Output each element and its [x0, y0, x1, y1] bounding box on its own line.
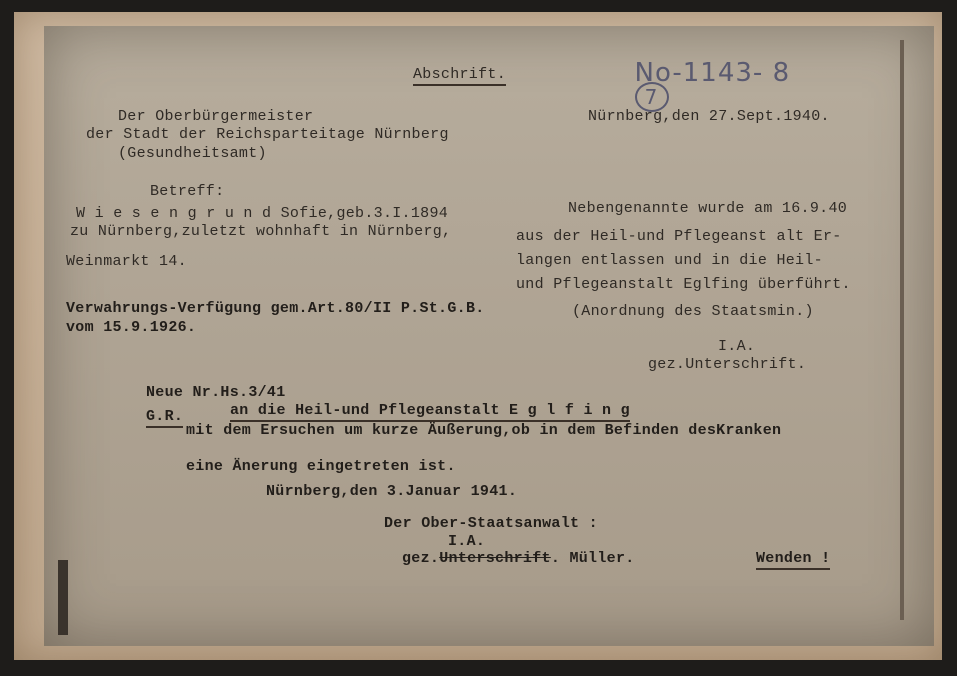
prosecutor-office: Der Ober-Staatsanwalt :: [384, 515, 598, 532]
signature-struck-word: Unterschrift: [439, 550, 551, 567]
sender-line-3: (Gesundheitsamt): [118, 145, 267, 162]
notice-line-1: Nebengenannte wurde am 16.9.40: [568, 200, 848, 217]
forward-place-date: Nürnberg,den 3.Januar 1941.: [266, 483, 518, 500]
new-file-number: Neue Nr.Hs.3/41: [146, 384, 286, 401]
archive-stamp-text: No-1143- 8: [634, 58, 791, 88]
forward-recipient: an die Heil-und Pflegeanstalt E g l f i n g: [230, 402, 630, 422]
signature-name: . Müller.: [550, 550, 635, 567]
notice-line-4: und Pflegeanstalt Eglfing überführt.: [516, 276, 851, 293]
forward-sign-ia: I.A.: [448, 533, 486, 550]
copy-edge-shadow: [900, 40, 904, 620]
order-line-1: Verwahrungs-Verfügung gem.Art.80/II P.St.G.B.: [66, 300, 485, 317]
forward-body-line-1: mit dem Ersuchen um kurze Äußerung,ob in dem Befinden desKranken: [186, 422, 782, 439]
archive-stamp-number: [616, 48, 790, 112]
sender-line-1: Der Oberbürgermeister: [118, 108, 314, 125]
gr-abbreviation: G.R.: [146, 408, 183, 428]
order-line-2: vom 15.9.1926.: [66, 319, 197, 336]
subject-line-3: Weinmarkt 14.: [66, 253, 187, 270]
notice-line-3: langen entlassen und in die Heil-: [516, 252, 823, 269]
notice-sign-name: gez.Unterschrift.: [648, 356, 807, 373]
margin-mark: [58, 560, 68, 635]
subject-line-2: zu Nürnberg,zuletzt wohnhaft in Nürnberg,: [70, 223, 452, 240]
signature-prefix: gez.: [402, 550, 440, 567]
notice-line-2: aus der Heil-und Pflegeanst alt Er-: [516, 228, 842, 245]
archive-stamp-circle: 7: [635, 82, 669, 112]
subject-label: Betreff:: [150, 183, 225, 200]
document-heading: Abschrift.: [413, 66, 506, 86]
forward-signature: [402, 550, 635, 567]
letter-place-date: Nürnberg,den 27.Sept.1940.: [588, 108, 830, 125]
notice-sign-ia: I.A.: [718, 338, 756, 355]
notice-line-5: (Anordnung des Staatsmin.): [572, 303, 814, 320]
forward-body-line-2: eine Änerung eingetreten ist.: [186, 458, 456, 475]
turn-over-note: Wenden !: [756, 550, 830, 570]
subject-line-1: W i e s e n g r u n d Sofie,geb.3.I.1894: [76, 205, 449, 222]
sender-line-2: der Stadt der Reichsparteitage Nürnberg: [86, 126, 449, 143]
